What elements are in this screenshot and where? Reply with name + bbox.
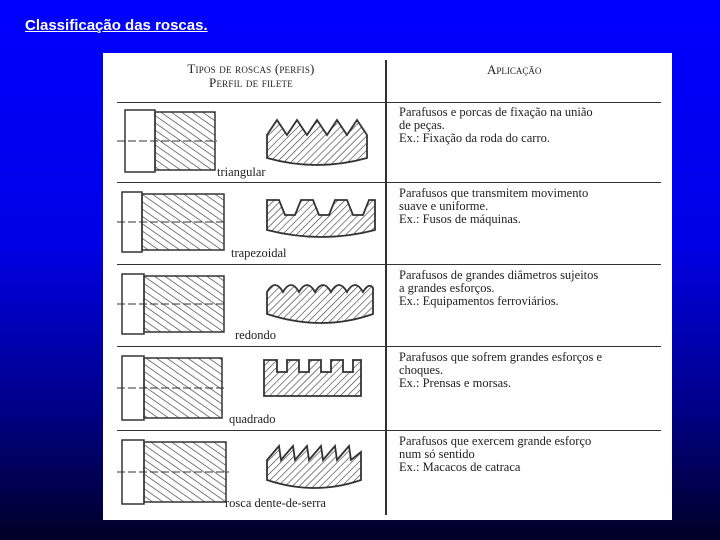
application-text bbox=[399, 435, 661, 474]
profile-label: quadrado bbox=[229, 412, 276, 426]
profile-label: rosca dente-de-serra bbox=[225, 496, 326, 510]
app-line: Parafusos que transmitem movimento bbox=[399, 186, 589, 200]
header-application: Aplicação bbox=[487, 62, 542, 77]
app-line: de peças. bbox=[399, 118, 445, 132]
application-text bbox=[399, 106, 661, 145]
table-row bbox=[117, 184, 661, 265]
table-row bbox=[117, 103, 661, 183]
app-line: Parafusos de grandes diâmetros sujeitos bbox=[399, 268, 599, 282]
app-line: Parafusos que exercem grande esforço bbox=[399, 434, 592, 448]
profile-label: redondo bbox=[235, 328, 276, 342]
app-line: suave e uniforme. bbox=[399, 199, 489, 213]
thread-classification-table bbox=[103, 53, 672, 520]
slide-title: Classificação das roscas. bbox=[25, 17, 208, 34]
application-text bbox=[399, 187, 661, 226]
application-text bbox=[399, 269, 661, 308]
app-line: Ex.: Fusos de máquinas. bbox=[399, 212, 521, 226]
profile-label: triangular bbox=[217, 165, 266, 179]
header-left-line1: Tipos de roscas (perfis) bbox=[187, 61, 315, 76]
table-header bbox=[117, 60, 661, 103]
table-row bbox=[117, 266, 661, 347]
profile-label: trapezoidal bbox=[231, 246, 287, 260]
app-line: a grandes esforços. bbox=[399, 281, 495, 295]
app-line: num só sentido bbox=[399, 447, 475, 461]
app-line: Ex.: Equipamentos ferroviários. bbox=[399, 294, 559, 308]
app-line: Parafusos que sofrem grandes esforços e bbox=[399, 350, 603, 364]
app-line: choques. bbox=[399, 363, 444, 377]
app-line: Parafusos e porcas de fixação na união bbox=[399, 105, 593, 119]
header-left-line2: Perfil de filete bbox=[209, 75, 293, 90]
app-line: Ex.: Prensas e morsas. bbox=[399, 376, 512, 390]
app-line: Ex.: Macacos de catraca bbox=[399, 460, 521, 474]
table-row bbox=[117, 432, 661, 515]
table-row bbox=[117, 348, 661, 431]
app-line: Ex.: Fixação da roda do carro. bbox=[399, 131, 550, 145]
header-thread-types bbox=[117, 62, 385, 90]
application-text bbox=[399, 351, 661, 390]
